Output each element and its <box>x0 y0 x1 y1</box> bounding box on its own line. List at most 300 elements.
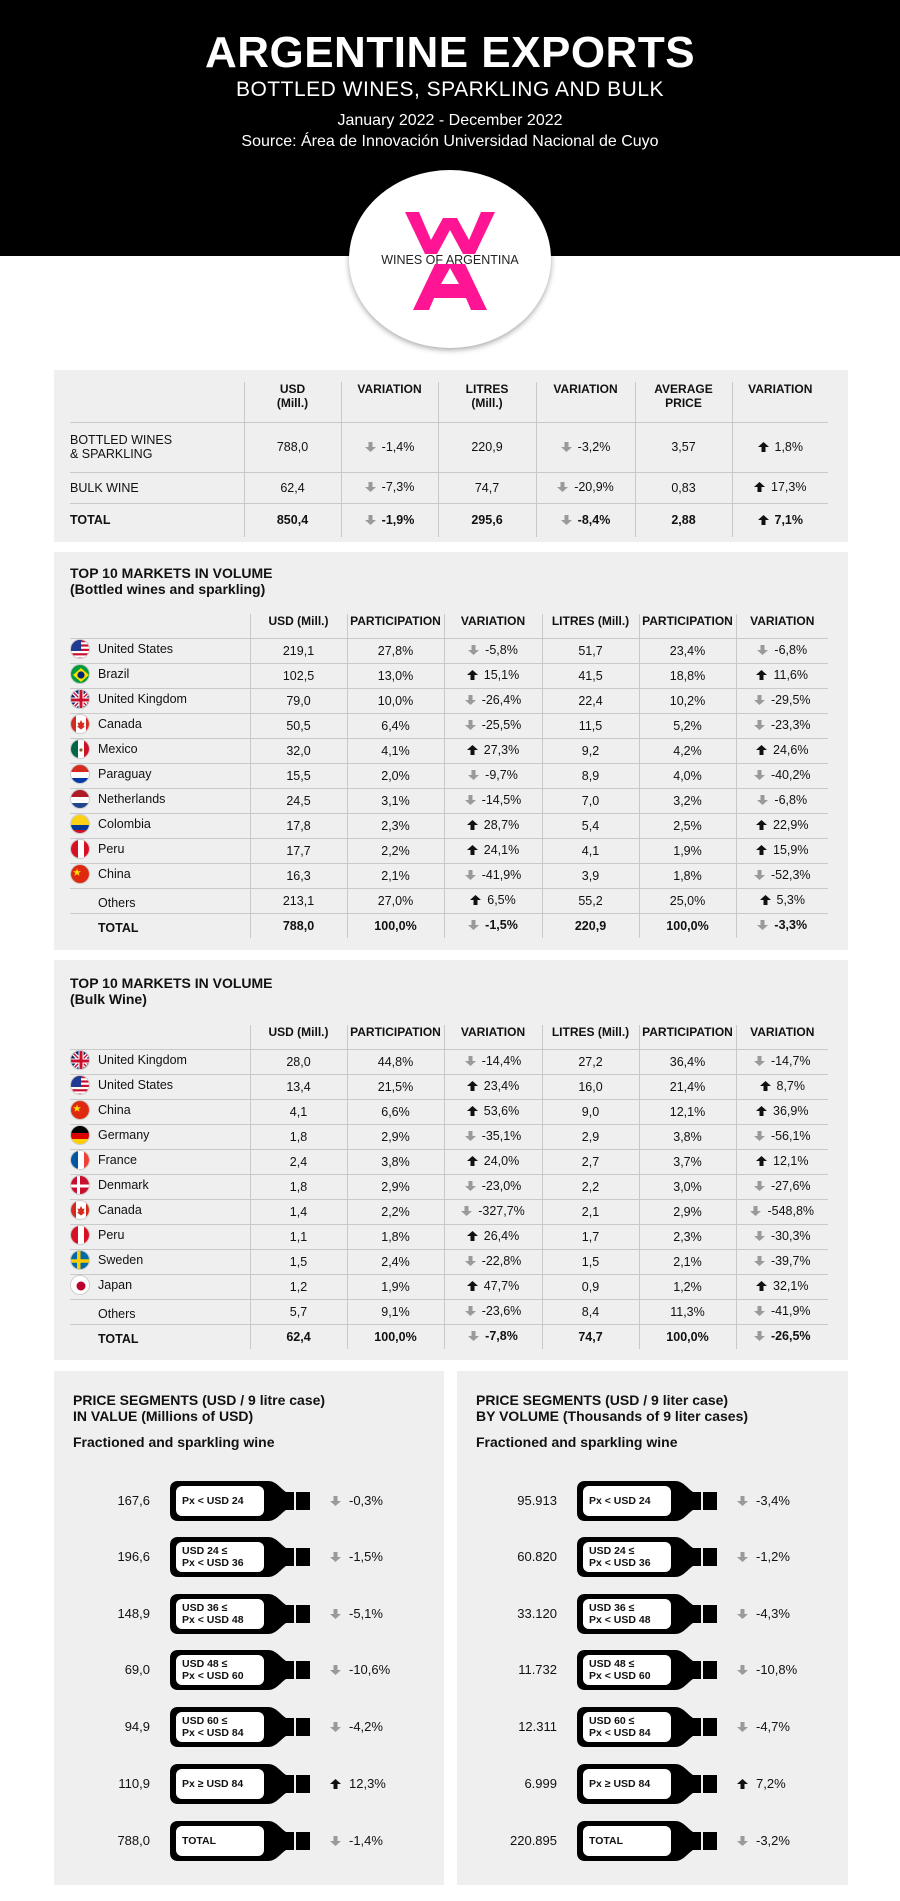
segment-value: 788,0 <box>117 1833 150 1848</box>
column-header: PARTICIPATION <box>639 614 736 638</box>
table-row <box>70 1249 828 1274</box>
variation-cell: 15,1% <box>444 663 542 688</box>
arrow-down-icon <box>468 770 479 780</box>
price-segment-row <box>80 1705 410 1749</box>
participation-cell: 3,8% <box>347 1149 444 1174</box>
segment-value: 69,0 <box>124 1662 150 1677</box>
usd-cell: 62,4 <box>250 1324 347 1349</box>
usd-cell: 15,5 <box>250 763 347 788</box>
variation-cell: 11,6% <box>736 663 828 688</box>
participation-cell: 3,8% <box>639 1124 736 1149</box>
segment-value: 11.732 <box>518 1662 557 1677</box>
litres-cell: 51,7 <box>542 638 639 663</box>
participation-cell: 27,8% <box>347 638 444 663</box>
arrow-down-icon <box>557 482 568 492</box>
variation-cell: -40,2% <box>736 763 828 788</box>
litres-cell: 41,5 <box>542 663 639 688</box>
table-row <box>70 788 828 813</box>
participation-cell: 1,2% <box>639 1274 736 1299</box>
table-row <box>70 472 828 503</box>
segment-label: USD 36 ≤ Px < USD 48 <box>583 1599 671 1629</box>
arrow-down-icon <box>757 795 768 805</box>
arrow-up-icon <box>758 442 769 452</box>
price-segment-row <box>80 1648 410 1692</box>
variation-cell: -23,0% <box>444 1174 542 1199</box>
usd-cell: 5,7 <box>250 1299 347 1324</box>
price-cell: 0,83 <box>635 472 732 503</box>
variation-cell: -23,6% <box>444 1299 542 1324</box>
litres-cell: 8,9 <box>542 763 639 788</box>
usd-cell: 4,1 <box>250 1099 347 1124</box>
country-cell: Peru <box>70 1224 250 1249</box>
segment-label: TOTAL <box>583 1826 671 1856</box>
price-segment-row <box>80 1479 410 1523</box>
participation-cell: 2,9% <box>347 1124 444 1149</box>
arrow-up-icon <box>758 515 769 525</box>
table-row <box>70 1149 828 1174</box>
variation-cell: 6,5% <box>444 888 542 913</box>
page-title: ARGENTINE EXPORTS <box>204 28 696 77</box>
participation-cell: 100,0% <box>347 1324 444 1349</box>
segment-variation: -4,7% <box>737 1719 790 1734</box>
segment-value: 94,9 <box>124 1719 150 1734</box>
country-cell: Sweden <box>70 1249 250 1274</box>
usd-cell: 17,7 <box>250 838 347 863</box>
litres-cell: 2,9 <box>542 1124 639 1149</box>
variation-cell: -327,7% <box>444 1199 542 1224</box>
arrow-up-icon <box>756 1156 767 1166</box>
country-cell: Peru <box>70 838 250 863</box>
variation-cell: -1,4% <box>341 422 438 472</box>
litres-cell: 2,7 <box>542 1149 639 1174</box>
usd-cell: 50,5 <box>250 713 347 738</box>
variation-cell: 17,3% <box>732 472 828 503</box>
price-value-title: PRICE SEGMENTS (USD / 9 litre case) IN VALUE (Millions of USD) <box>73 1392 326 1424</box>
country-cell: Germany <box>70 1124 250 1149</box>
ca-flag-icon <box>70 1200 90 1220</box>
variation-cell: 53,6% <box>444 1099 542 1124</box>
arrow-up-icon <box>467 670 478 680</box>
variation-cell: -7,8% <box>444 1324 542 1349</box>
usd-cell: 850,4 <box>244 503 341 537</box>
arrow-down-icon <box>757 645 768 655</box>
variation-cell: 1,8% <box>732 422 828 472</box>
segment-value: 167,6 <box>117 1493 150 1508</box>
arrow-down-icon <box>737 1836 748 1846</box>
arrow-down-icon <box>465 795 476 805</box>
arrow-down-icon <box>468 920 479 930</box>
segment-variation: -1,4% <box>330 1833 383 1848</box>
arrow-down-icon <box>465 695 476 705</box>
participation-cell: 2,3% <box>347 813 444 838</box>
segment-label: USD 60 ≤ Px < USD 84 <box>176 1712 264 1742</box>
arrow-down-icon <box>330 1496 341 1506</box>
arrow-down-icon <box>465 720 476 730</box>
litres-cell: 74,7 <box>542 1324 639 1349</box>
arrow-down-icon <box>737 1496 748 1506</box>
variation-cell: 47,7% <box>444 1274 542 1299</box>
variation-cell: 23,4% <box>444 1074 542 1099</box>
br-flag-icon <box>70 664 90 684</box>
arrow-up-icon <box>330 1779 341 1789</box>
bottled-section-title: TOP 10 MARKETS IN VOLUME (Bottled wines and sparkling) <box>70 565 273 597</box>
participation-cell: 4,2% <box>639 738 736 763</box>
bulk-section-title: TOP 10 MARKETS IN VOLUME (Bulk Wine) <box>70 975 273 1007</box>
usd-cell: 24,5 <box>250 788 347 813</box>
variation-cell: 27,3% <box>444 738 542 763</box>
co-flag-icon <box>70 814 90 834</box>
fr-flag-icon <box>70 1150 90 1170</box>
variation-cell: 24,0% <box>444 1149 542 1174</box>
arrow-up-icon <box>737 1779 748 1789</box>
variation-cell: 22,9% <box>736 813 828 838</box>
variation-cell: -1,5% <box>444 913 542 938</box>
header-average-price: AVERAGE PRICE <box>635 382 732 422</box>
country-cell: Denmark <box>70 1174 250 1199</box>
bottled-markets-table <box>70 614 828 938</box>
variation-cell: -29,5% <box>736 688 828 713</box>
variation-cell: 12,1% <box>736 1149 828 1174</box>
litres-cell: 11,5 <box>542 713 639 738</box>
arrow-down-icon <box>561 442 572 452</box>
participation-cell: 13,0% <box>347 663 444 688</box>
usd-cell: 62,4 <box>244 472 341 503</box>
litres-cell: 8,4 <box>542 1299 639 1324</box>
country-cell: United Kingdom <box>70 688 250 713</box>
country-cell: China <box>70 1099 250 1124</box>
litres-cell: 220,9 <box>542 913 639 938</box>
price-segment-row <box>80 1535 410 1579</box>
usd-cell: 219,1 <box>250 638 347 663</box>
arrow-down-icon <box>330 1722 341 1732</box>
price-volume-title: PRICE SEGMENTS (USD / 9 liter case) BY VOLUME (Thousands of 9 liter cases) <box>476 1392 749 1424</box>
arrow-up-icon <box>467 1106 478 1116</box>
table-row <box>70 888 828 913</box>
participation-cell: 100,0% <box>639 913 736 938</box>
country-cell: Colombia <box>70 813 250 838</box>
segment-variation: -4,3% <box>737 1606 790 1621</box>
dk-flag-icon <box>70 1175 90 1195</box>
litres-cell: 1,7 <box>542 1224 639 1249</box>
arrow-down-icon <box>737 1722 748 1732</box>
litres-cell: 22,4 <box>542 688 639 713</box>
arrow-down-icon <box>465 1131 476 1141</box>
arrow-up-icon <box>756 820 767 830</box>
segment-value: 12.311 <box>518 1719 557 1734</box>
variation-cell: -3,2% <box>536 422 635 472</box>
us-flag-icon <box>70 639 90 659</box>
arrow-down-icon <box>561 515 572 525</box>
arrow-down-icon <box>754 1231 765 1241</box>
segment-variation: -1,5% <box>330 1549 383 1564</box>
usd-cell: 1,4 <box>250 1199 347 1224</box>
litres-cell: 74,7 <box>438 472 536 503</box>
header-usd: USD (Mill.) <box>244 382 341 422</box>
variation-cell: -41,9% <box>736 1299 828 1324</box>
column-header: LITRES (Mill.) <box>542 1025 639 1049</box>
arrow-down-icon <box>754 1181 765 1191</box>
variation-cell: -56,1% <box>736 1124 828 1149</box>
arrow-down-icon <box>757 920 768 930</box>
arrow-down-icon <box>365 442 376 452</box>
segment-label: USD 36 ≤ Px < USD 48 <box>176 1599 264 1629</box>
variation-cell: -25,5% <box>444 713 542 738</box>
cn-flag-icon <box>70 864 90 884</box>
table-row <box>70 763 828 788</box>
participation-cell: 44,8% <box>347 1049 444 1074</box>
usd-cell: 16,3 <box>250 863 347 888</box>
litres-cell: 1,5 <box>542 1249 639 1274</box>
column-header: USD (Mill.) <box>250 1025 347 1049</box>
column-header: PARTICIPATION <box>347 1025 444 1049</box>
table-row <box>70 1049 828 1074</box>
arrow-down-icon <box>737 1665 748 1675</box>
price-segment-row <box>487 1479 817 1523</box>
arrow-down-icon <box>754 695 765 705</box>
arrow-down-icon <box>465 1181 476 1191</box>
arrow-down-icon <box>754 1256 765 1266</box>
litres-cell: 16,0 <box>542 1074 639 1099</box>
litres-cell: 2,2 <box>542 1174 639 1199</box>
participation-cell: 2,0% <box>347 763 444 788</box>
table-row <box>70 863 828 888</box>
arrow-down-icon <box>737 1552 748 1562</box>
arrow-up-icon <box>756 845 767 855</box>
arrow-down-icon <box>754 1331 765 1341</box>
jp-flag-icon <box>70 1275 90 1295</box>
participation-cell: 4,1% <box>347 738 444 763</box>
arrow-down-icon <box>330 1552 341 1562</box>
litres-cell: 5,4 <box>542 813 639 838</box>
price-segment-row <box>487 1535 817 1579</box>
date-range: January 2022 - December 2022 <box>337 112 563 129</box>
country-cell: United Kingdom <box>70 1049 250 1074</box>
table-row <box>70 913 828 938</box>
country-cell: France <box>70 1149 250 1174</box>
usd-cell: 788,0 <box>250 913 347 938</box>
row-label: BULK WINE <box>70 472 244 503</box>
country-cell: Canada <box>70 1199 250 1224</box>
arrow-up-icon <box>467 820 478 830</box>
participation-cell: 2,2% <box>347 1199 444 1224</box>
litres-cell: 9,2 <box>542 738 639 763</box>
arrow-down-icon <box>465 1256 476 1266</box>
table-row <box>70 738 828 763</box>
table-row <box>70 713 828 738</box>
participation-cell: 12,1% <box>639 1099 736 1124</box>
usd-cell: 1,2 <box>250 1274 347 1299</box>
arrow-down-icon <box>754 870 765 880</box>
logo-text: WINES OF ARGENTINA <box>381 253 519 267</box>
arrow-up-icon <box>470 895 481 905</box>
segment-value: 148,9 <box>117 1606 150 1621</box>
participation-cell: 6,6% <box>347 1099 444 1124</box>
py-flag-icon <box>70 764 90 784</box>
variation-cell: -26,5% <box>736 1324 828 1349</box>
usd-cell: 28,0 <box>250 1049 347 1074</box>
litres-cell: 3,9 <box>542 863 639 888</box>
litres-cell: 4,1 <box>542 838 639 863</box>
litres-cell: 220,9 <box>438 422 536 472</box>
usd-cell: 1,5 <box>250 1249 347 1274</box>
variation-cell: -27,6% <box>736 1174 828 1199</box>
variation-cell: -52,3% <box>736 863 828 888</box>
table-row <box>70 503 828 537</box>
price-cell: 3,57 <box>635 422 732 472</box>
litres-cell: 9,0 <box>542 1099 639 1124</box>
segment-variation: -4,2% <box>330 1719 383 1734</box>
price-segment-row <box>487 1819 817 1863</box>
column-header: PARTICIPATION <box>639 1025 736 1049</box>
participation-cell: 1,9% <box>347 1274 444 1299</box>
arrow-down-icon <box>330 1609 341 1619</box>
participation-cell: 100,0% <box>347 913 444 938</box>
table-row <box>70 813 828 838</box>
country-cell: United States <box>70 638 250 663</box>
variation-cell: -23,3% <box>736 713 828 738</box>
participation-cell: 21,4% <box>639 1074 736 1099</box>
table-row <box>70 1174 828 1199</box>
variation-cell: -548,8% <box>736 1199 828 1224</box>
variation-cell: 26,4% <box>444 1224 542 1249</box>
arrow-down-icon <box>330 1836 341 1846</box>
row-label: BOTTLED WINES & SPARKLING <box>70 422 244 472</box>
variation-cell: -20,9% <box>536 472 635 503</box>
variation-cell: 5,3% <box>736 888 828 913</box>
price-segment-row <box>80 1819 410 1863</box>
participation-cell: 2,1% <box>347 863 444 888</box>
participation-cell: 3,1% <box>347 788 444 813</box>
price-segment-row <box>80 1762 410 1806</box>
segment-variation: 12,3% <box>330 1776 386 1791</box>
price-value-subtitle: Fractioned and sparkling wine <box>73 1434 275 1450</box>
price-volume-subtitle: Fractioned and sparkling wine <box>476 1434 678 1450</box>
arrow-up-icon <box>760 895 771 905</box>
price-segment-row <box>487 1705 817 1749</box>
segment-label: TOTAL <box>176 1826 264 1856</box>
us-flag-icon <box>70 1075 90 1095</box>
uk-flag-icon <box>70 689 90 709</box>
arrow-down-icon <box>365 515 376 525</box>
participation-cell: 3,7% <box>639 1149 736 1174</box>
table-row <box>70 838 828 863</box>
arrow-down-icon <box>465 870 476 880</box>
participation-cell: 25,0% <box>639 888 736 913</box>
litres-cell: 7,0 <box>542 788 639 813</box>
arrow-up-icon <box>756 745 767 755</box>
table-row <box>70 1224 828 1249</box>
header-variation: VARIATION <box>732 382 828 422</box>
litres-cell: 2,1 <box>542 1199 639 1224</box>
cn-flag-icon <box>70 1100 90 1120</box>
participation-cell: 18,8% <box>639 663 736 688</box>
price-segment-row <box>487 1592 817 1636</box>
country-cell: Canada <box>70 713 250 738</box>
arrow-up-icon <box>467 1231 478 1241</box>
mx-flag-icon <box>70 739 90 759</box>
segment-variation: 7,2% <box>737 1776 786 1791</box>
litres-cell: 27,2 <box>542 1049 639 1074</box>
variation-cell: -26,4% <box>444 688 542 713</box>
segment-label: USD 24 ≤ Px < USD 36 <box>176 1542 264 1572</box>
table-row <box>70 688 828 713</box>
variation-cell: -6,8% <box>736 638 828 663</box>
arrow-down-icon <box>465 1056 476 1066</box>
variation-cell: -41,9% <box>444 863 542 888</box>
segment-variation: -3,2% <box>737 1833 790 1848</box>
country-cell: Others <box>70 1299 250 1324</box>
participation-cell: 100,0% <box>639 1324 736 1349</box>
segment-variation: -10,6% <box>330 1662 390 1677</box>
arrow-up-icon <box>467 745 478 755</box>
participation-cell: 6,4% <box>347 713 444 738</box>
table-row <box>70 1299 828 1324</box>
arrow-down-icon <box>465 1306 476 1316</box>
header-variation: VARIATION <box>341 382 438 422</box>
column-header: VARIATION <box>444 614 542 638</box>
participation-cell: 2,3% <box>639 1224 736 1249</box>
arrow-up-icon <box>756 670 767 680</box>
de-flag-icon <box>70 1125 90 1145</box>
segment-variation: -0,3% <box>330 1493 383 1508</box>
table-row <box>70 1099 828 1124</box>
litres-cell: 295,6 <box>438 503 536 537</box>
uk-flag-icon <box>70 1050 90 1070</box>
arrow-down-icon <box>754 1306 765 1316</box>
participation-cell: 1,9% <box>639 838 736 863</box>
column-header: VARIATION <box>736 1025 828 1049</box>
variation-cell: -35,1% <box>444 1124 542 1149</box>
bulk-markets-table <box>70 1025 828 1349</box>
arrow-up-icon <box>760 1081 771 1091</box>
table-row <box>70 1124 828 1149</box>
column-header: PARTICIPATION <box>347 614 444 638</box>
segment-label: USD 24 ≤ Px < USD 36 <box>583 1542 671 1572</box>
table-row <box>70 1274 828 1299</box>
arrow-down-icon <box>468 1331 479 1341</box>
participation-cell: 9,1% <box>347 1299 444 1324</box>
variation-cell: 15,9% <box>736 838 828 863</box>
participation-cell: 11,3% <box>639 1299 736 1324</box>
variation-cell: -8,4% <box>536 503 635 537</box>
segment-value: 196,6 <box>117 1549 150 1564</box>
segment-label: USD 60 ≤ Px < USD 84 <box>583 1712 671 1742</box>
source-line: Source: Área de Innovación Universidad Nacional de Cuyo <box>241 133 659 150</box>
arrow-down-icon <box>468 645 479 655</box>
participation-cell: 36,4% <box>639 1049 736 1074</box>
participation-cell: 10,2% <box>639 688 736 713</box>
segment-label: USD 48 ≤ Px < USD 60 <box>583 1655 671 1685</box>
country-cell: TOTAL <box>70 1324 250 1349</box>
participation-cell: 2,5% <box>639 813 736 838</box>
wines-of-argentina-logo <box>349 170 551 348</box>
arrow-down-icon <box>365 482 376 492</box>
participation-cell: 27,0% <box>347 888 444 913</box>
participation-cell: 5,2% <box>639 713 736 738</box>
litres-cell: 0,9 <box>542 1274 639 1299</box>
variation-cell: -6,8% <box>736 788 828 813</box>
country-cell: Mexico <box>70 738 250 763</box>
table-row <box>70 663 828 688</box>
variation-cell: -1,9% <box>341 503 438 537</box>
arrow-up-icon <box>754 482 765 492</box>
pe-flag-icon <box>70 1225 90 1245</box>
participation-cell: 4,0% <box>639 763 736 788</box>
segment-label: Px ≥ USD 84 <box>583 1769 671 1799</box>
usd-cell: 788,0 <box>244 422 341 472</box>
participation-cell: 23,4% <box>639 638 736 663</box>
segment-value: 220.895 <box>510 1833 557 1848</box>
